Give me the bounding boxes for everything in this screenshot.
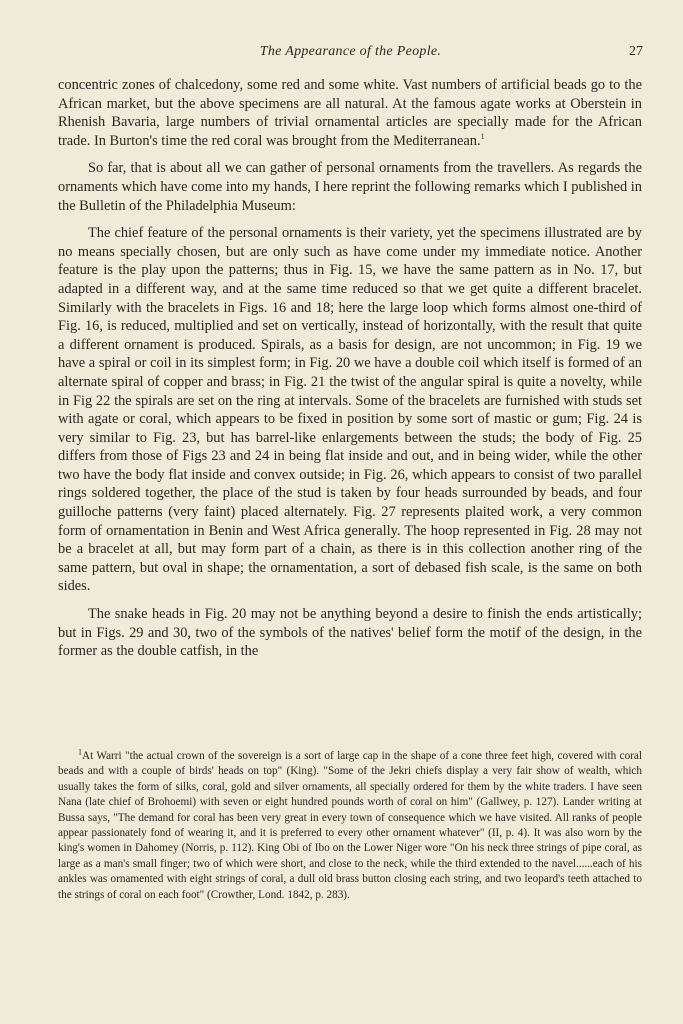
paragraph-text: concentric zones of chalcedony, some red and some white. Vast numbers of artificial beads go to the African market, but the above specimens are all natural. At the famous agate works at Oberstein in Rhenish Bavaria, large numbers of trivial ornamental articles are specially made for the African trade. In Burton's time the red coral was brought from the Mediterranean. [58,77,642,149]
page-header [58,44,643,64]
running-title: The Appearance of the People. [259,44,442,59]
footnote-text: At Warri "the actual crown of the sovereign is a sort of large cap in the shape of a cone three feet high, covered with coral beads and with a couple of birds' heads on top" (King). "Some of the Jekri chiefs display a very fair show of wealth, which usually takes the form of silks, coral, gold and silver ornaments, all specially ordered for them by the white traders. I have seen Nana (late chief of Brohoemi) with seven or eight hundred pounds worth of coral on him" (Gallwey, p. 127). Lander writing at Bussa says, "The demand for coral has been very great in every town of consequence which we have visited. All ranks of people appear passionately fond of wearing it, and it is preferred to every other ornament whatever" (II, p. 4). It was also worn by the king's women in Dahomey (Norris, p. 112). King Obi of Ibo on the Lower Niger wore "On his neck three strings of pipe coral, as large as a man's small finger; two of which were short, and close to the neck, while the third extended to the navel......each of his ankles was ornamented with eight strings of coral, a dull old brass button closing each string, and two leopard's teeth attached to the strings of coral on each foot" (Crowther, Lond. 1842, p. 283). [58,750,642,901]
paragraph: So far, that is about all we can gather of personal ornaments from the travellers. As regards the ornaments which have come into my hands, I here reprint the following remarks which I published in the Bulletin of the Philadelphia Museum: [58,160,642,214]
paragraph: The chief feature of the personal ornaments is their variety, yet the specimens illustrated are by no means specially chosen, but are only such as have come under my immediate notice. Another feature is the play upon the patterns; thus in Fig. 15, we have the same pattern as in No. 17, but adapted in a different way, and at the same time reduced so that we get quite a different bracelet. Similarly with the bracelets in Figs. 16 and 18; here the large loop which forms almost one-third of Fig. 16, is reduced, multiplied and set on vertically, instead of horizontally, with the result that quite a different ornament is produced. Spirals, as a basis for design, are not uncommon; in Fig. 19 we have a spiral or coil in its simplest form; in Fig. 20 we have a double coil which itself is formed of an alternate spiral of copper and brass; in Fig. 21 the twist of the angular spiral is quite a novelty, while in Fig 22 the spirals are set on the ring at intervals. Some of the bracelets are furnished with studs set with agate or coral, which appears to be fixed in position by some sort of mastic or gum; Fig. 24 is very similar to Fig. 23, but has barrel-like enlargements between the studs; the body of Fig. 25 differs from those of Figs 23 and 24 in being flat inside and out, and in being wider, while the other two have the body flat inside and convex outside; in Fig. 26, which appears to consist of two parallel rings soldered together, the place of the stud is taken by four heads surrounded by beads, and four guilloche patterns (very faint) placed alternately. Fig. 27 represents plaited work, a very common form of ornamentation in Benin and West Africa generally. The hoop represented in Fig. 28 may not be a bracelet at all, but may form part of a chain, as there is in this collection another ring of the same pattern, but oval in shape; the ornamentation, a sort of debased fish scale, is the same on both sides. [58,225,642,595]
paragraph-continuation [58,76,642,150]
footnote-marker: 1 [78,747,82,757]
footnote-reference: 1 [480,131,485,141]
paragraph: The snake heads in Fig. 20 may not be anything beyond a desire to finish the ends artistically; but in Figs. 29 and 30, two of the symbols of the natives' belief form the motif of the design, in the former as the double catfish, in the [58,606,642,660]
footnote [58,749,642,903]
footnote-block [58,749,642,903]
main-text [58,76,642,661]
page-number: 27 [629,44,643,59]
